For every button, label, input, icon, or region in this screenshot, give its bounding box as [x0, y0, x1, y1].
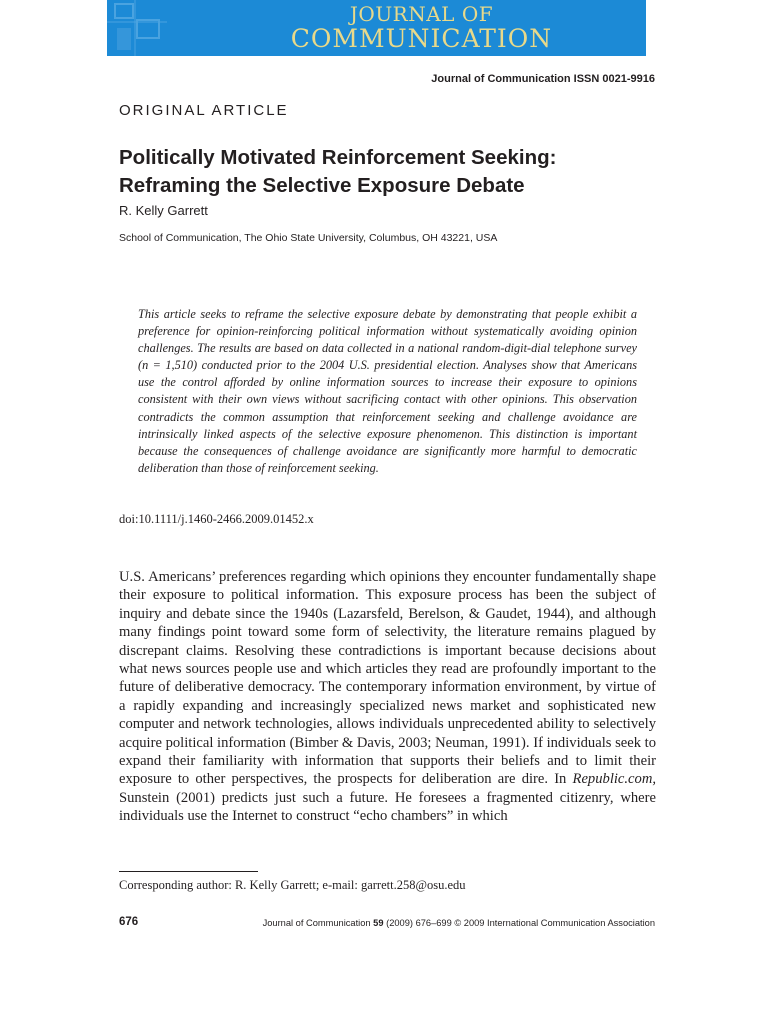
banner-journal-of: JOURNAL OF	[349, 2, 494, 26]
banner-communication: COMMUNICATION	[290, 24, 553, 53]
body-paragraph	[119, 568, 656, 826]
doi[interactable]: doi:10.1111/j.1460-2466.2009.01452.x	[119, 512, 314, 526]
author-name: R. Kelly Garrett	[119, 203, 208, 218]
footer-issue-info: (2009) 676–699 © 2009 International Communication Association	[386, 918, 655, 928]
journal-banner	[107, 0, 646, 56]
author-affiliation: School of Communication, The Ohio State University, Columbus, OH 43221, USA	[119, 232, 498, 244]
page-number: 676	[119, 916, 139, 928]
title-line-1: Politically Motivated Reinforcement Seeking:	[119, 146, 557, 169]
body-text-part2: Sunstein (2001) predicts just such a future. He foresees a fragmented citizenry, where individuals use the Internet to construct “echo chambers” in which	[119, 789, 656, 825]
footer-journal-name: Journal of Communication	[262, 918, 371, 928]
footnote-divider	[119, 871, 258, 872]
issn-line: Journal of Communication ISSN 0021-9916	[431, 73, 655, 85]
title-line-2: Reframing the Selective Exposure Debate	[119, 174, 525, 197]
article-type: ORIGINAL ARTICLE	[119, 102, 289, 119]
abstract: This article seeks to reframe the selective exposure debate by demonstrating that people exhibit a preference for opinion-reinforcing political information without systematically avoiding opinion challenges. The results are based on data collected in a national random-digit-dial telephone survey (n = 1,510) conducted prior to the 2004 U.S. presidential election. Analyses show that Americans use the control afforded by online information sources to increase their exposure to opinions consistent with their own views without sacrificing contact with other opinions. This observation contradicts the common assumption that reinforcement seeking and challenge avoidance are intrinsically linked aspects of the selective exposure phenomenon. This distinction is important because the consequences of challenge avoidance are significantly more harmful to democratic deliberation than those of reinforcement seeking.	[138, 307, 637, 475]
article-title	[119, 144, 679, 200]
corresponding-author-footnote: Corresponding author: R. Kelly Garrett; e-mail: garrett.258@osu.edu	[119, 878, 466, 892]
book-title: Republic.com,	[572, 771, 657, 788]
footer-volume: 59	[373, 918, 384, 928]
body-text-part1: U.S. Americans’ preferences regarding which opinions they encounter fundamentally shape their exposure to political information. This exposure process has been the subject of inquiry and debate since the 1940s (Lazarsfeld, Berelson, & Gaudet, 1944), and although many findings point toward some form of selectivity, the literature remains plagued by discrepant claims. Resolving these contradictions is important because decisions about what news sources people use and which articles they read are profoundly important to the future of deliberative democracy. The contemporary information environment, by virtue of a rapidly expanding and increasingly specialized news market and sophisticated new computer and network technologies, allows individuals unprecedented ability to selectively acquire political information (Bimber & Davis, 2003; Neuman, 1991). If individuals seek to expand their familiarity with information that supports their beliefs and to limit their exposure to other perspectives, the prospects for deliberation are dire. In	[119, 569, 657, 788]
running-footer	[263, 918, 655, 928]
